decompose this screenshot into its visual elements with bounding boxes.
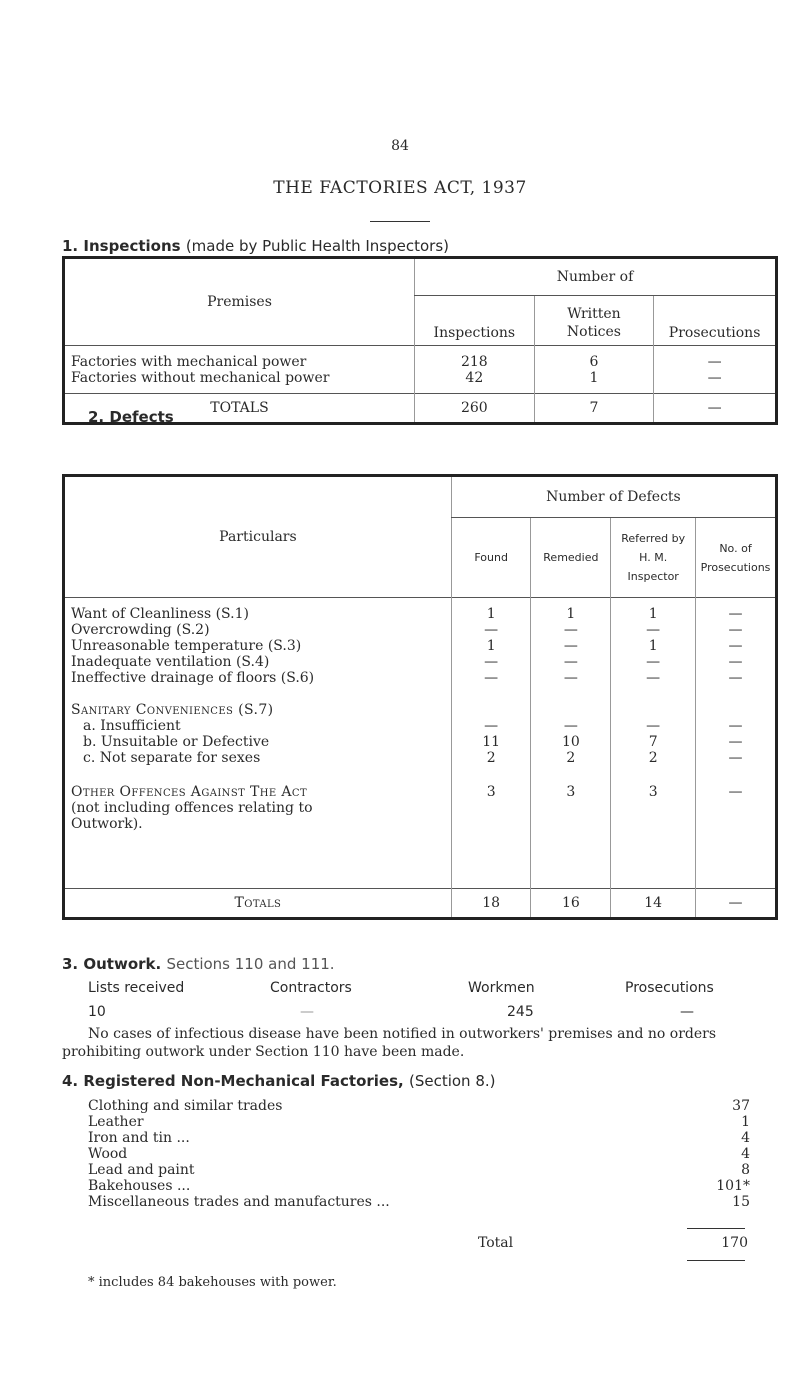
list-item <box>88 1146 750 1162</box>
header-referred-line2: H. M. <box>639 551 668 564</box>
totals-prosecutions: — <box>696 889 777 919</box>
list-item <box>88 1178 750 1194</box>
outwork-val-contractors: — <box>300 1004 314 1020</box>
row-prosecutions: — <box>654 370 777 394</box>
prosecutions-column <box>696 598 777 889</box>
total-value: 170 <box>721 1235 748 1251</box>
row-label: Factories with mechanical power <box>71 353 307 370</box>
header-prosecutions: Prosecutions <box>654 296 777 346</box>
header-written-notices <box>534 296 654 346</box>
header-number-of-defects: Number of Defects <box>451 476 776 518</box>
header-number-of: Number of <box>414 258 776 296</box>
total-label: Total <box>478 1235 514 1251</box>
page-number: 84 <box>391 138 409 154</box>
section4-title: Registered Non-Mechanical Factories, <box>83 1072 404 1090</box>
prosecutions-value: — <box>728 718 743 734</box>
remedied-value: — <box>563 654 578 670</box>
header-particulars: Particulars <box>219 529 297 545</box>
found-column <box>451 598 531 889</box>
total-rule-bottom <box>687 1260 745 1261</box>
row-label: Factories without mechanical power <box>71 369 330 386</box>
remedied-value: 3 <box>566 784 576 800</box>
prosecutions-value: — <box>728 750 743 766</box>
outwork-col-workmen: Workmen <box>468 980 535 996</box>
defects-list-labels <box>64 598 452 889</box>
list-item <box>88 1194 750 1210</box>
total-rule-top <box>687 1228 745 1229</box>
list-item <box>88 1098 750 1114</box>
totals-found: 18 <box>451 889 531 919</box>
section3-heading <box>62 955 335 973</box>
remedied-value: — <box>563 670 578 686</box>
section1-title: Inspections <box>83 237 181 255</box>
outwork-val-lists: 10 <box>88 1004 106 1020</box>
defect-label: Overcrowding (S.2) <box>71 622 210 638</box>
found-value: 2 <box>486 750 496 766</box>
section1-number: 1. <box>62 237 79 255</box>
footnote: * includes 84 bakehouses with power. <box>88 1275 337 1290</box>
found-value: — <box>484 670 499 686</box>
title-divider <box>370 221 430 222</box>
header-premises: Premises <box>207 294 272 310</box>
page-title: THE FACTORIES ACT, 1937 <box>273 178 527 198</box>
list-item <box>88 1130 750 1146</box>
section4-heading <box>62 1072 495 1090</box>
other-offences-line3: Outwork). <box>71 816 143 832</box>
totals-notices: 7 <box>534 394 654 424</box>
section1-subtitle: (made by Public Health Inspectors) <box>185 237 449 255</box>
referred-value: — <box>646 654 661 670</box>
trade-label: Wood <box>88 1146 128 1162</box>
found-value: — <box>484 654 499 670</box>
row-notices: 6 <box>534 346 654 370</box>
header-notices: Notices <box>566 324 621 340</box>
found-value: 11 <box>482 734 501 750</box>
prosecutions-value: — <box>728 654 743 670</box>
other-offences-line2: (not including offences relating to <box>71 800 313 816</box>
trade-value: 4 <box>741 1130 750 1146</box>
remedied-column <box>531 598 611 889</box>
section2-heading <box>88 408 174 426</box>
totals-referred: 14 <box>611 889 696 919</box>
section3-number: 3. <box>62 955 79 973</box>
header-referred-line1: Referred by <box>621 532 686 545</box>
defect-label: c. Not separate for sexes <box>83 750 261 766</box>
remedied-value: — <box>563 638 578 654</box>
section3-title: Outwork. <box>83 955 162 973</box>
referred-value: — <box>646 718 661 734</box>
list-item <box>88 1162 750 1178</box>
trade-value: 37 <box>732 1098 750 1114</box>
referred-value: 3 <box>648 784 658 800</box>
defect-label: Ineffective drainage of floors (S.6) <box>71 670 315 686</box>
prosecutions-value: — <box>728 784 743 800</box>
outwork-col-prosecutions: Prosecutions <box>625 980 714 996</box>
section3-subtitle: Sections 110 and 111. <box>166 955 335 973</box>
found-value: 1 <box>486 606 496 622</box>
trade-label: Miscellaneous trades and manufactures ... <box>88 1194 390 1210</box>
prosecutions-value: — <box>728 606 743 622</box>
referred-column <box>611 598 696 889</box>
section1-heading <box>62 237 449 255</box>
defect-label: Want of Cleanliness (S.1) <box>71 606 249 622</box>
trade-value: 1 <box>741 1114 750 1130</box>
trade-value: 15 <box>732 1194 750 1210</box>
defect-label: a. Insufficient <box>83 718 181 734</box>
trade-label: Iron and tin ... <box>88 1130 190 1146</box>
factories-list <box>88 1098 750 1210</box>
section4-subtitle: (Section 8.) <box>408 1072 496 1090</box>
row-notices: 1 <box>534 370 654 394</box>
totals-label: Totals <box>234 895 282 911</box>
referred-value: 2 <box>648 750 658 766</box>
header-num-prosecutions <box>696 518 777 598</box>
header-inspections: Inspections <box>414 296 534 346</box>
header-found: Found <box>451 518 531 598</box>
outwork-val-workmen: 245 <box>507 1004 534 1020</box>
prosecutions-value: — <box>728 622 743 638</box>
header-prosecutions-line2: Prosecutions <box>700 560 771 574</box>
totals-label: TOTALS <box>210 400 269 416</box>
outwork-note: No cases of infectious disease have been notified in outworkers' premises and no orders prohibiting outwork under Section 110 have been made. <box>62 1026 717 1060</box>
row-inspections: 42 <box>414 370 534 394</box>
header-remedied: Remedied <box>531 518 611 598</box>
remedied-value: 10 <box>561 734 580 750</box>
trade-value: 4 <box>741 1146 750 1162</box>
referred-value: 1 <box>648 606 658 622</box>
outwork-val-prosecutions: — <box>680 1004 694 1020</box>
row-prosecutions: — <box>654 346 777 370</box>
other-offences-heading: Other Offences Against The Act <box>71 784 308 800</box>
remedied-value: — <box>563 622 578 638</box>
trade-label: Leather <box>88 1114 144 1130</box>
found-value: — <box>484 718 499 734</box>
outwork-col-lists: Lists received <box>88 980 185 996</box>
header-written: Written <box>567 306 621 322</box>
row-inspections: 218 <box>414 346 534 370</box>
trade-value: 8 <box>741 1162 750 1178</box>
defect-label: Inadequate ventilation (S.4) <box>71 654 270 670</box>
header-prosecutions-line1: No. of <box>719 541 752 555</box>
remedied-value: — <box>563 718 578 734</box>
prosecutions-value: — <box>728 734 743 750</box>
trade-value: 101* <box>716 1178 750 1194</box>
header-referred <box>611 518 696 598</box>
trade-label: Clothing and similar trades <box>88 1098 283 1114</box>
trade-label: Bakehouses ... <box>88 1178 191 1194</box>
found-value: 1 <box>486 638 496 654</box>
prosecutions-value: — <box>728 670 743 686</box>
section4-number: 4. <box>62 1072 79 1090</box>
defect-label: b. Unsuitable or Defective <box>83 734 270 750</box>
outwork-col-contractors: Contractors <box>270 980 352 996</box>
found-value: — <box>484 622 499 638</box>
totals-remedied: 16 <box>531 889 611 919</box>
defects-table <box>62 474 778 920</box>
referred-value: — <box>646 670 661 686</box>
header-referred-line3: Inspector <box>627 570 679 583</box>
remedied-value: 2 <box>566 750 576 766</box>
found-value: 3 <box>486 784 496 800</box>
totals-inspections: 260 <box>414 394 534 424</box>
remedied-value: 1 <box>566 606 576 622</box>
list-item <box>88 1114 750 1130</box>
section2-number: 2. <box>88 408 105 426</box>
sanitary-heading: Sanitary Conveniences (S.7) <box>71 702 274 718</box>
inspections-table <box>62 256 778 425</box>
referred-value: 1 <box>648 638 658 654</box>
totals-prosecutions: — <box>654 394 777 424</box>
referred-value: 7 <box>648 734 658 750</box>
prosecutions-value: — <box>728 638 743 654</box>
trade-label: Lead and paint <box>88 1162 195 1178</box>
defect-label: Unreasonable temperature (S.3) <box>71 638 302 654</box>
referred-value: — <box>646 622 661 638</box>
section2-title: Defects <box>109 408 174 426</box>
